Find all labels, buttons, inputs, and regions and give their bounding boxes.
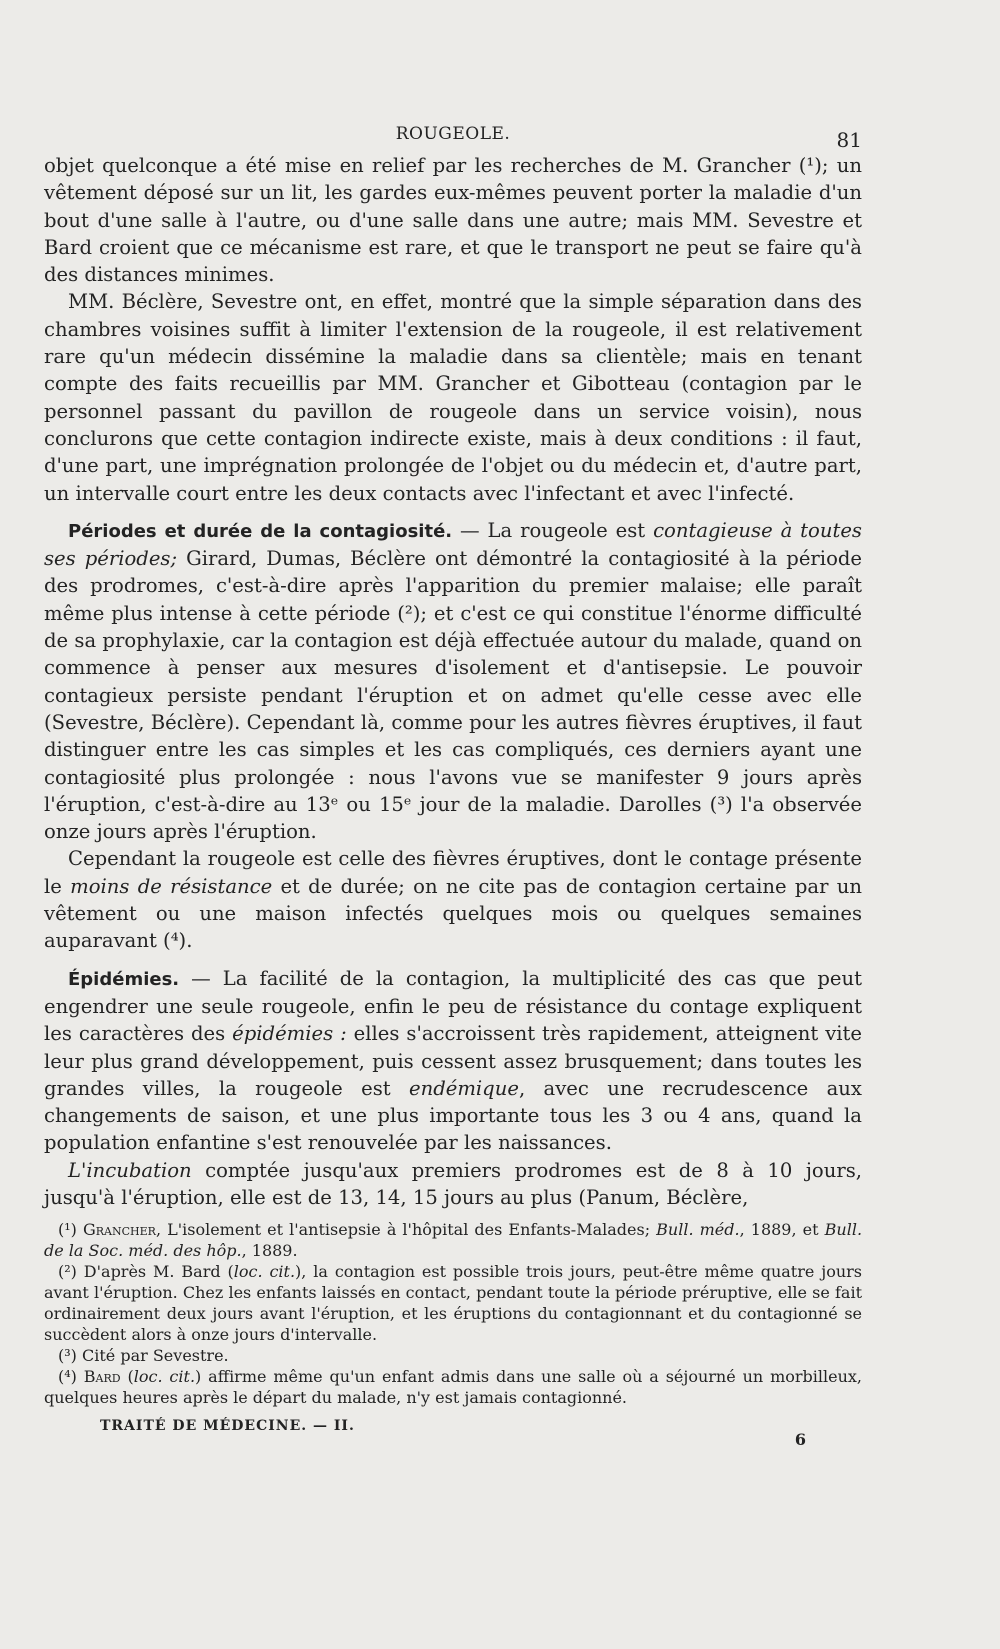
italic-run: loc. cit.: [233, 1262, 296, 1282]
text-run: comptée jusqu'aux premiers prodromes est de 8 à 10 jours, jusqu'à l'éruption, elle est de 13, 14, 15 jours au plus (Panum, Béclère,: [44, 1158, 862, 1209]
footnote-4: [44, 1366, 862, 1408]
text-run: — La facilité de la contagion, la multiplicité des cas que peut engendrer une seule rougeole, enfin le peu de résistance du contage expliquent les caractères des: [44, 966, 862, 1046]
paragraph-2: MM. Béclère, Sevestre ont, en effet, montré que la simple séparation dans des chambres voisines suffit à limiter l'extension de la rougeole, il est relativement rare qu'un médecin dissémine la maladie dans sa clientèle; mais en tenant compte des faits recueillis par MM. Grancher et Gibotteau (contagion par le personnel passant du pavillon de rougeole dans un service voisin), nous conclurons que cette contagion indirecte existe, mais à deux conditions : il faut, d'une part, une imprégnation prolongée de l'objet ou du médecin et, d'autre part, un intervalle court entre les deux contacts avec l'infectant et avec l'infecté.: [44, 290, 862, 505]
paragraph-epidemies: [44, 965, 862, 1157]
footnote-marker: (¹): [58, 1220, 83, 1240]
footnote-marker: (⁴): [58, 1367, 84, 1387]
footnote-2: [44, 1261, 862, 1345]
paragraph-resistance: [44, 845, 862, 954]
running-title: ROUGEOLE.: [395, 124, 511, 144]
text-run: ) affirme même qu'un enfant admis dans une salle où a séjourné un morbilleux, quelques heures après le départ du malade, n'y est jamais contagionné.: [44, 1367, 863, 1408]
italic-run: Bull. méd.: [656, 1220, 740, 1240]
italic-run: Bull. de la Soc. méd. des hôp.: [44, 1220, 863, 1261]
text-run: Girard, Dumas, Béclère ont démontré la contagiosité à la période des prodromes, c'est-à-dire après l'apparition du premier malaise; elle paraît même plus intense à cette période (²); et c'est ce qui constitue l'énorme difficulté de sa prophylaxie, car la contagion est déjà effectuée autour du malade, quand on commence à penser aux mesures d'isolement et d'antisepsie. Le pouvoir contagieux persiste pendant l'éruption et on admet qu'elle cesse avec elle (Sevestre, Béclère). Cependant là, comme pour les autres fièvres éruptives, il faut distinguer entre les cas simples et les cas compliqués, ces derniers ayant une contagiosité plus prolongée : nous l'avons vue se manifester 9 jours après l'éruption, c'est-à-dire au 13ᵉ ou 15ᵉ jour de la maladie. Darolles (³) l'a observée onze jours après l'éruption.: [44, 547, 862, 844]
page-footer: [44, 1418, 862, 1448]
author-name: Bard: [83, 1367, 121, 1387]
footnotes: [44, 1219, 862, 1408]
paragraph-incubation: [44, 1157, 862, 1212]
text-run: ), la contagion est possible trois jours, peut-être même quatre jours avant l'éruption. Chez les enfants laissés en contact, pendant toute la période préruptive, elle se fait ordinairement deux jours avant l'éruption, et les éruptions du contagionnant et du contagionné se succèdent alors à onze jours d'intervalle.: [44, 1262, 862, 1345]
text-run: , L'isolement et l'antisepsie à l'hôpital des Enfants-Malades;: [155, 1220, 657, 1240]
text-run: , avec une recrudescence aux changements de saison, et une plus importante tous les 3 ou 4 ans, quand la population enfantine s'est renouvelée par les naissances.: [44, 1076, 862, 1155]
paragraph-1: objet quelconque a été mise en relief par les recherches de M. Grancher (¹); un vêtement déposé sur un lit, les gardes eux-mêmes peuvent porter la maladie d'un bout d'une salle à l'autre, ou d'une salle dans une autre; mais MM. Sevestre et Bard croient que ce mécanisme est rare, et que le transport ne peut se faire qu'à des distances minimes.: [44, 154, 862, 287]
text-run: Cependant la rougeole est celle des fièvres éruptives, dont le contage présente le: [44, 847, 862, 898]
book-signature: TRAITÉ DE MÉDECINE. — II.: [100, 1418, 355, 1435]
text-run: — La rougeole est: [452, 518, 654, 542]
italic-run: épidémies :: [232, 1022, 347, 1046]
author-name: Grancher: [82, 1220, 156, 1240]
section-heading-epidemies: Épidémies.: [68, 968, 180, 990]
italic-run: loc. cit.: [133, 1367, 196, 1387]
paragraph-contagiosite: [44, 517, 862, 846]
text-run: , 1889, et: [739, 1220, 825, 1240]
body-text: [44, 152, 862, 1211]
text-run: elles s'accroissent très rapidement, atteignent vite leur plus grand développement, puis cessent assez brusquement; dans toutes les grandes villes, la rougeole est: [44, 1022, 862, 1100]
text-run: , 1889.: [241, 1241, 298, 1261]
section-heading-contagiosite: Périodes et durée de la contagiosité.: [68, 520, 453, 542]
italic-run: moins de résistance: [70, 874, 273, 898]
footnote-3: (³) Cité par Sevestre.: [58, 1346, 229, 1366]
text-run: et de durée; on ne cite pas de contagion certaine par un vêtement ou une maison infectés quelques mois ou quelques semaines auparavant (⁴).: [44, 874, 862, 953]
italic-run: endémique: [408, 1076, 519, 1100]
signature-number: 6: [794, 1430, 806, 1450]
footnote-1: [44, 1219, 862, 1261]
italic-run: L'incubation: [68, 1158, 192, 1182]
italic-run: contagieuse à toutes ses périodes;: [44, 518, 862, 571]
page-number: 81: [836, 128, 862, 152]
text-run: (: [120, 1367, 134, 1387]
text-run: (²) D'après M. Bard (: [58, 1262, 234, 1282]
page-header: [44, 118, 862, 152]
